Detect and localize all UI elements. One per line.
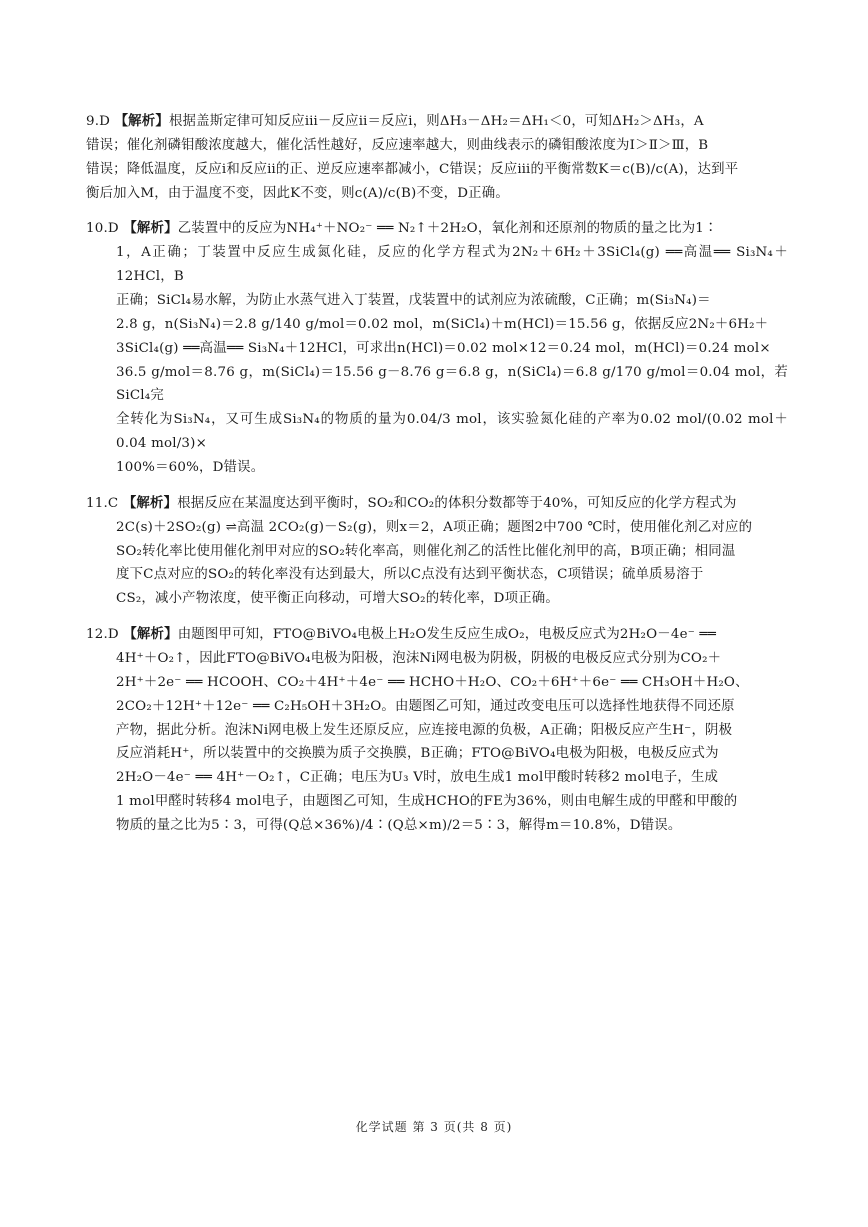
text-line: 根据反应在某温度达到平衡时，SO₂和CO₂的体积分数都等于40%，可知反应的化学方程式为 <box>177 495 737 511</box>
text-line: 2C(s)＋2SO₂(g) ⇌高温 2CO₂(g)－S₂(g)，则x＝2，A项正确；题图2中700 ℃时，使用催化剂乙对应的 <box>116 519 753 535</box>
analysis-tag: 【解析】 <box>123 220 178 237</box>
text-line: 产物，据此分析。泡沫Ni网电极上发生还原反应，应连接电源的负极，A正确；阳极反应产生H⁻，阴极 <box>116 722 733 738</box>
text-line: 乙装置中的反应为NH₄⁺＋NO₂⁻ ══ N₂↑＋2H₂O，氧化剂和还原剂的物质的量之比为1∶ <box>177 221 718 237</box>
text-line: 36.5 g/mol＝8.76 g，m(SiCl₄)＝15.56 g－8.76 g＝6.8 g，n(SiCl₄)＝6.8 g/170 g/mol＝0.04 mol，若SiCl₄完 <box>116 364 788 404</box>
text-line: 反应消耗H⁺，所以装置中的交换膜为质子交换膜，B正确；FTO@BiVO₄电极为阳极，电极反应式为 <box>116 746 719 762</box>
text-line: 错误；降低温度，反应ⅰ和反应ⅱ的正、逆反应速率都减小，C错误；反应ⅲ的平衡常数K＝c(B)/c(A)，达到平 <box>86 161 739 177</box>
text-line: 度下C点对应的SO₂的转化率没有达到最大，所以C点没有达到平衡状态，C项错误；硫单质易溶于 <box>116 567 704 583</box>
text-line: 正确；SiCl₄易水解，为防止水蒸气进入丁装置，戊装置中的试剂应为浓硫酸，C正确；m(Si₃N₄)＝ <box>116 293 711 309</box>
question-number: 9.D <box>86 114 111 129</box>
text-line: 2CO₂＋12H⁺＋12e⁻ ══ C₂H₅OH＋3H₂O。由题图乙可知，通过改变电压可以选择性地获得不同还原 <box>116 698 735 714</box>
question-number: 12.D <box>86 627 119 643</box>
text-line: 错误；催化剂磷钼酸浓度越大，催化活性越好，反应速率越大，则曲线表示的磷钼酸浓度为Ⅰ＞Ⅱ＞Ⅲ，B <box>86 137 709 153</box>
question-10-explanation <box>86 217 788 479</box>
text-line: 3SiCl₄(g) ══高温══ Si₃N₄＋12HCl，可求出n(HCl)＝0.02 mol×12＝0.24 mol，m(HCl)＝0.24 mol× <box>116 340 771 356</box>
text-line: 衡后加入M，由于温度不变，因此K不变，则c(A)/c(B)不变，D正确。 <box>86 185 509 201</box>
question-9-explanation <box>86 110 788 205</box>
question-number: 10.D <box>86 221 119 237</box>
text-line: 根据盖斯定律可知反应ⅲ－反应ⅱ＝反应ⅰ，则ΔH₃－ΔH₂＝ΔH₁＜0，可知ΔH₂＞ΔH₃，A <box>168 114 704 129</box>
question-11-explanation <box>86 492 788 611</box>
question-12-explanation <box>86 623 788 838</box>
question-number: 11.C <box>86 495 119 511</box>
analysis-tag: 【解析】 <box>114 113 169 129</box>
text-line: 4H⁺＋O₂↑，因此FTO@BiVO₄电极为阳极，泡沫Ni网电极为阴极，阴极的电极反应式分别为CO₂＋ <box>116 651 722 667</box>
analysis-tag: 【解析】 <box>123 626 178 643</box>
text-line: 1 mol甲醛时转移4 mol电子，由题图乙可知，生成HCHO的FE为36%，则由电解生成的甲醛和甲酸的 <box>116 794 738 810</box>
page-footer: 化学试题 第 3 页(共 8 页) <box>355 1120 513 1134</box>
text-line: CS₂，减小产物浓度，使平衡正向移动，可增大SO₂的转化率，D项正确。 <box>116 591 559 607</box>
text-line: 1，A正确；丁装置中反应生成氮化硅，反应的化学方程式为2N₂＋6H₂＋3SiCl₄(g) ══高温══ Si₃N₄＋12HCl，B <box>116 245 788 285</box>
text-line: 2.8 g，n(Si₃N₄)＝2.8 g/140 g/mol＝0.02 mol，m(SiCl₄)＋m(HCl)＝15.56 g，依据反应2N₂＋6H₂＋ <box>116 316 769 332</box>
answer-document <box>86 110 788 850</box>
text-line: 100%＝60%，D错误。 <box>116 460 265 476</box>
text-line: SO₂转化率比使用催化剂甲对应的SO₂转化率高，则催化剂乙的活性比催化剂甲的高，B项正确；相同温 <box>116 543 736 559</box>
text-line: 全转化为Si₃N₄，又可生成Si₃N₄的物质的量为0.04/3 mol，该实验氮化硅的产率为0.02 mol/(0.02 mol＋0.04 mol/3)× <box>116 412 788 452</box>
analysis-tag: 【解析】 <box>122 494 178 511</box>
text-line: 由题图甲可知，FTO@BiVO₄电极上H₂O发生反应生成O₂，电极反应式为2H₂O－4e⁻ ══ <box>177 627 716 643</box>
text-line: 2H₂O－4e⁻ ══ 4H⁺－O₂↑，C正确；电压为U₃ V时，放电生成1 mol甲酸时转移2 mol电子，生成 <box>116 770 719 786</box>
text-line: 2H⁺＋2e⁻ ══ HCOOH、CO₂＋4H⁺＋4e⁻ ══ HCHO＋H₂O、CO₂＋6H⁺＋6e⁻ ══ CH₃OH＋H₂O、 <box>116 674 749 690</box>
text-line: 物质的量之比为5∶3，可得(Q总×36%)/4∶(Q总×m)/2＝5∶3，解得m＝10.8%，D错误。 <box>116 818 682 834</box>
